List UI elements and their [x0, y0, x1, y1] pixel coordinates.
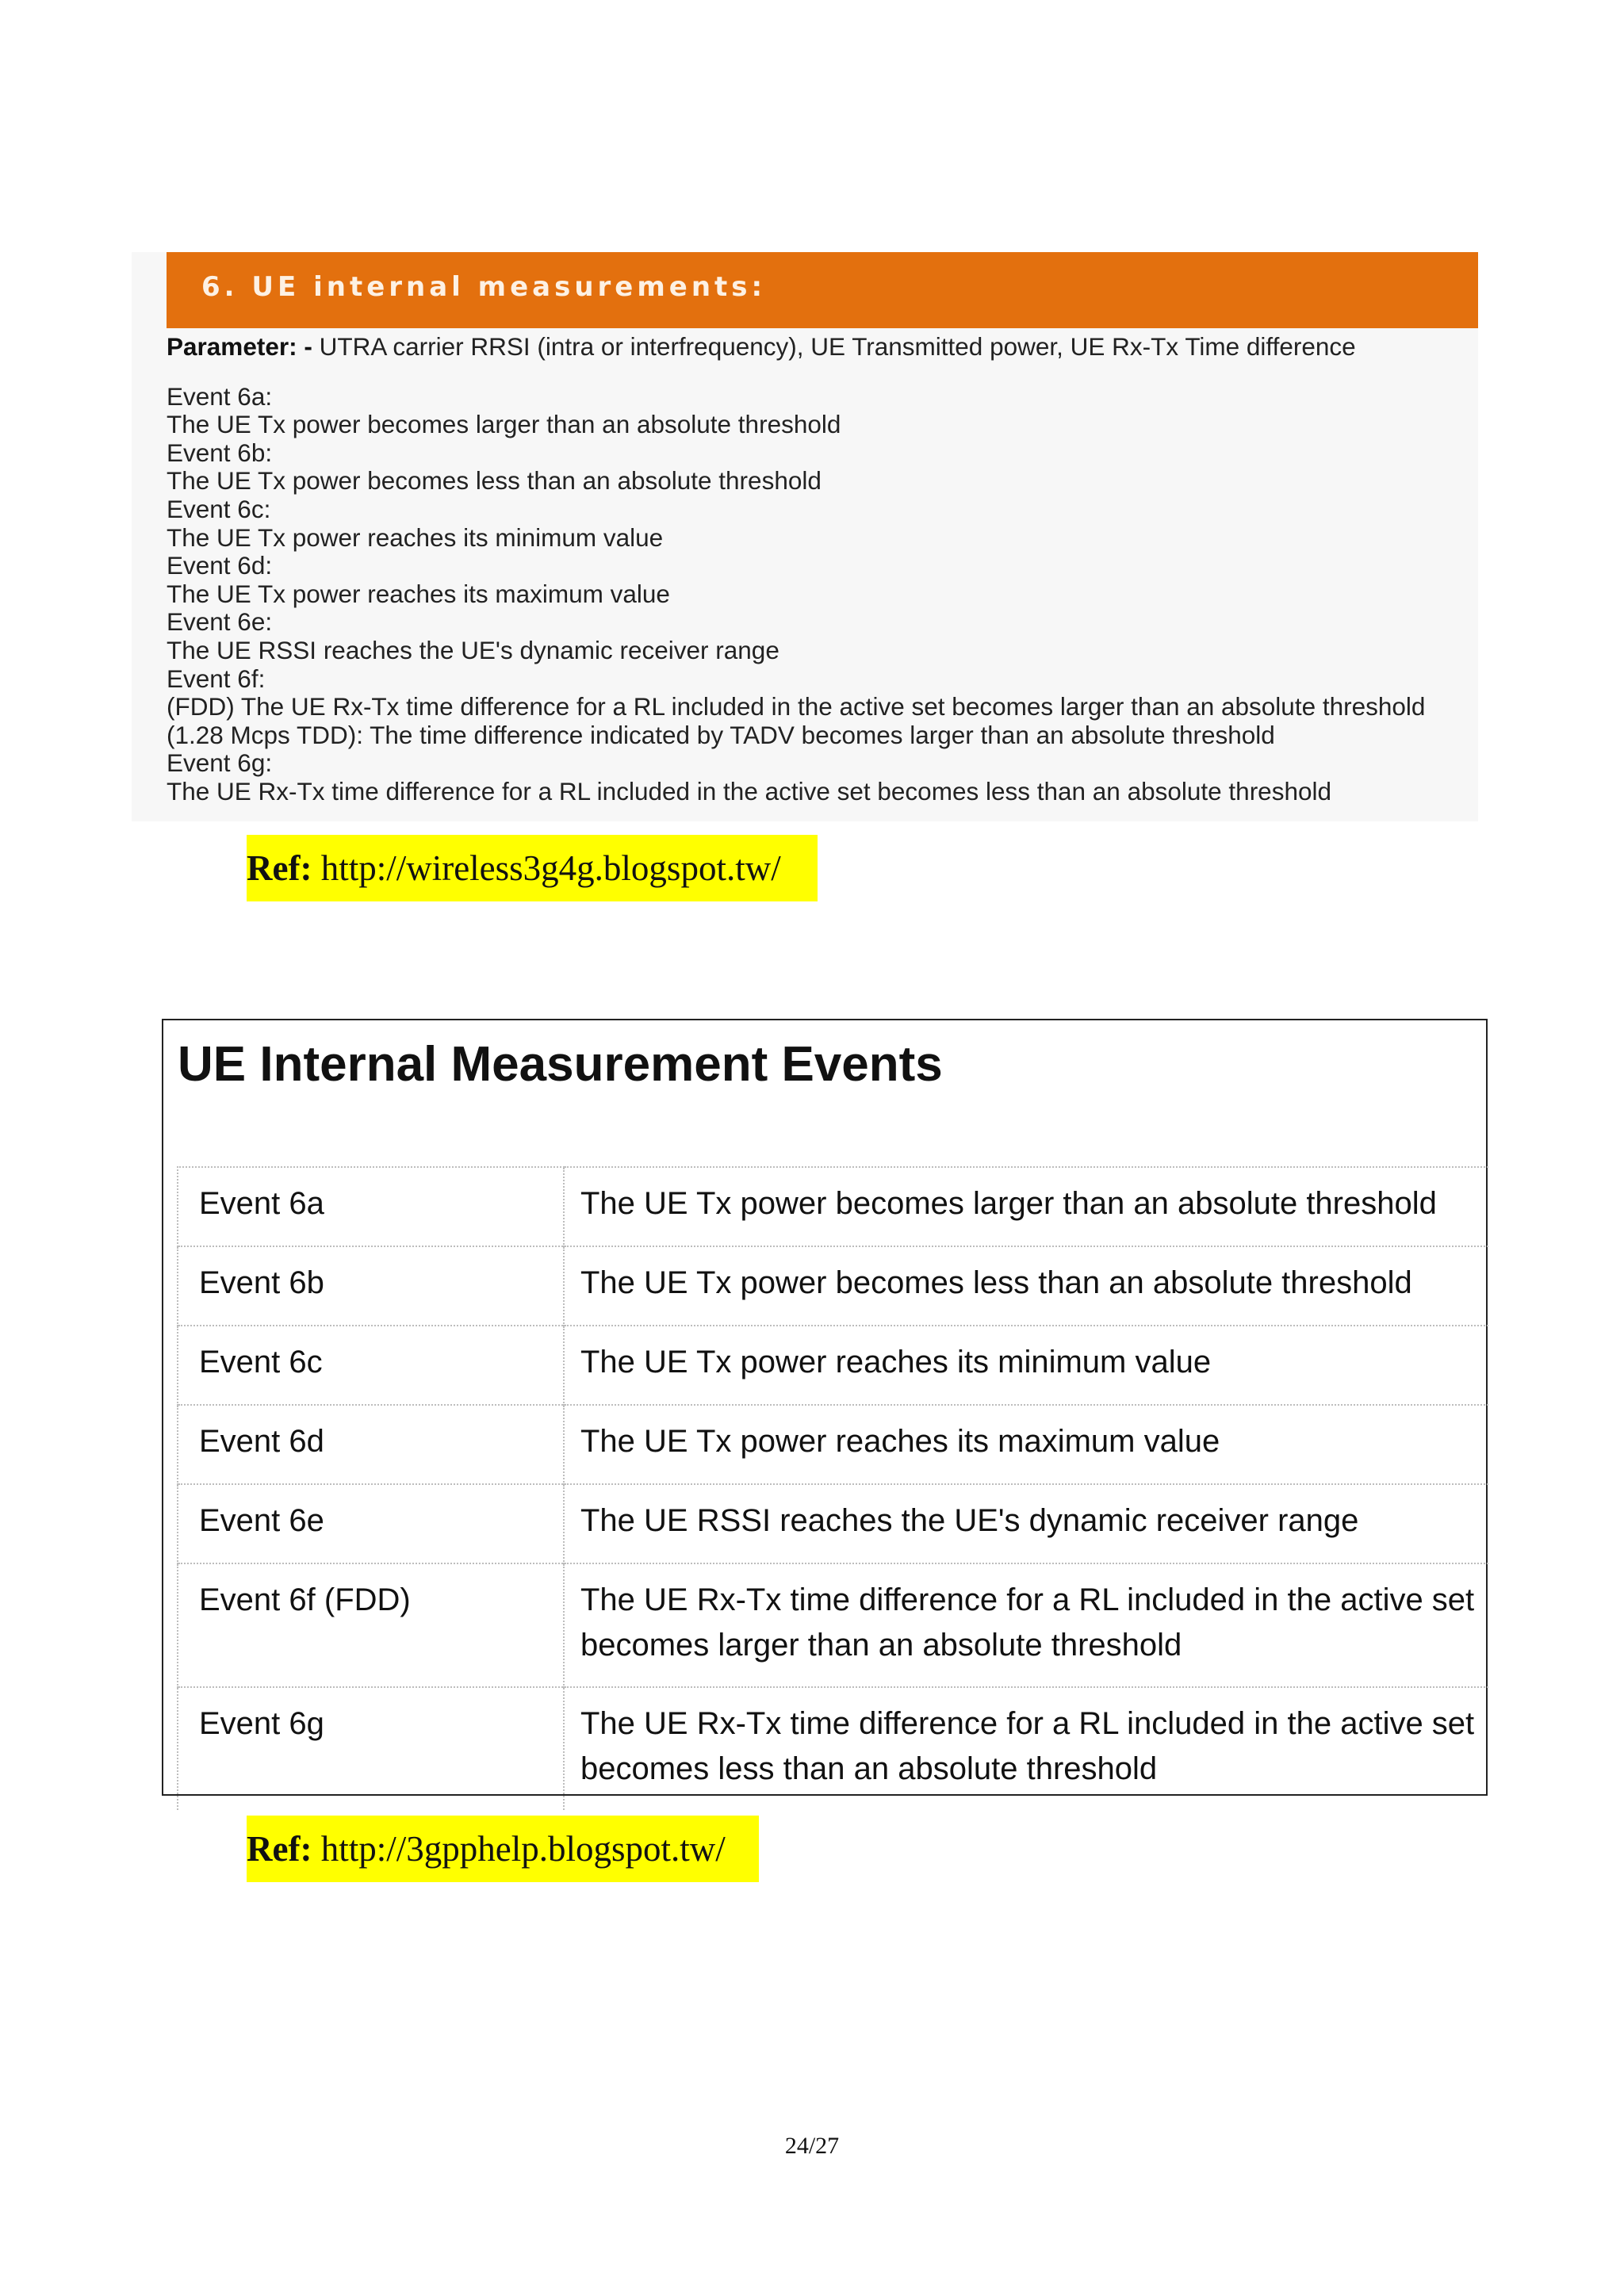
table-row	[178, 1484, 1488, 1563]
description-cell: The UE Tx power becomes less than an absolute threshold	[564, 1246, 1488, 1326]
parameter-line	[167, 333, 1467, 362]
parameter-label: Parameter: -	[167, 332, 312, 361]
table-row	[178, 1326, 1488, 1405]
excerpt-line: Event 6c:	[167, 494, 271, 523]
description-cell: The UE Rx-Tx time difference for a RL included in the active set becomes less than an absolute threshold	[564, 1687, 1488, 1810]
excerpt-line: Event 6e:	[167, 607, 273, 637]
excerpt-line: (FDD) The UE Rx-Tx time difference for a RL included in the active set becomes larger than an absolute threshold	[167, 692, 1426, 721]
event-cell: Event 6e	[178, 1484, 564, 1563]
parameter-text: UTRA carrier RRSI (intra or interfrequency), UE Transmitted power, UE Rx-Tx Time difference	[312, 332, 1356, 361]
excerpt-line: The UE Tx power becomes larger than an absolute threshold	[167, 410, 841, 439]
event-cell: Event 6a	[178, 1167, 564, 1246]
page-number: 24/27	[784, 2133, 840, 2159]
description-cell: The UE Tx power reaches its minimum value	[564, 1326, 1488, 1405]
table-row	[178, 1246, 1488, 1326]
excerpt-line: The UE Tx power reaches its minimum value	[167, 522, 664, 552]
excerpt-line: The UE Rx-Tx time difference for a RL included in the active set becomes less than an absolute threshold	[167, 776, 1332, 806]
table-title: UE Internal Measurement Events	[178, 1037, 943, 1092]
excerpt-line: (1.28 Mcps TDD): The time difference indicated by TADV becomes larger than an absolute threshold	[167, 720, 1275, 749]
ref-label: Ref:	[247, 1829, 312, 1869]
table-row	[178, 1687, 1488, 1810]
table-row	[178, 1563, 1488, 1687]
excerpt-body	[167, 333, 1467, 806]
excerpt-line: Event 6f:	[167, 664, 266, 693]
ref-url-link[interactable]: http://3gpphelp.blogspot.tw/	[312, 1829, 726, 1869]
events-table-image	[162, 1019, 1488, 1796]
excerpt-line: Event 6g:	[167, 748, 273, 778]
table-row	[178, 1167, 1488, 1246]
ref-url-link[interactable]: http://wireless3g4g.blogspot.tw/	[312, 848, 781, 888]
event-cell: Event 6c	[178, 1326, 564, 1405]
description-cell: The UE RSSI reaches the UE's dynamic receiver range	[564, 1484, 1488, 1563]
event-cell: Event 6d	[178, 1405, 564, 1484]
reference-line-1	[247, 835, 818, 901]
description-cell: The UE Rx-Tx time difference for a RL included in the active set becomes larger than an absolute threshold	[564, 1563, 1488, 1687]
excerpt-line: Event 6d:	[167, 551, 273, 580]
section-heading: 6. UE internal measurements:	[201, 271, 767, 303]
excerpt-line: Event 6a:	[167, 381, 273, 411]
description-cell: The UE Tx power becomes larger than an absolute threshold	[564, 1167, 1488, 1246]
table-row	[178, 1405, 1488, 1484]
excerpt-line: The UE Tx power reaches its maximum value	[167, 579, 670, 608]
excerpt-line: The UE Tx power becomes less than an absolute threshold	[167, 466, 822, 496]
blog-excerpt-image	[132, 252, 1478, 821]
section-header-bar	[167, 252, 1478, 328]
description-cell: The UE Tx power reaches its maximum value	[564, 1405, 1488, 1484]
excerpt-line: The UE RSSI reaches the UE's dynamic receiver range	[167, 635, 779, 664]
event-cell: Event 6g	[178, 1687, 564, 1810]
reference-line-2	[247, 1816, 759, 1882]
event-cell: Event 6b	[178, 1246, 564, 1326]
event-cell: Event 6f (FDD)	[178, 1563, 564, 1687]
events-table	[177, 1166, 1488, 1810]
ref-label: Ref:	[247, 848, 312, 888]
excerpt-line: Event 6b:	[167, 438, 273, 467]
